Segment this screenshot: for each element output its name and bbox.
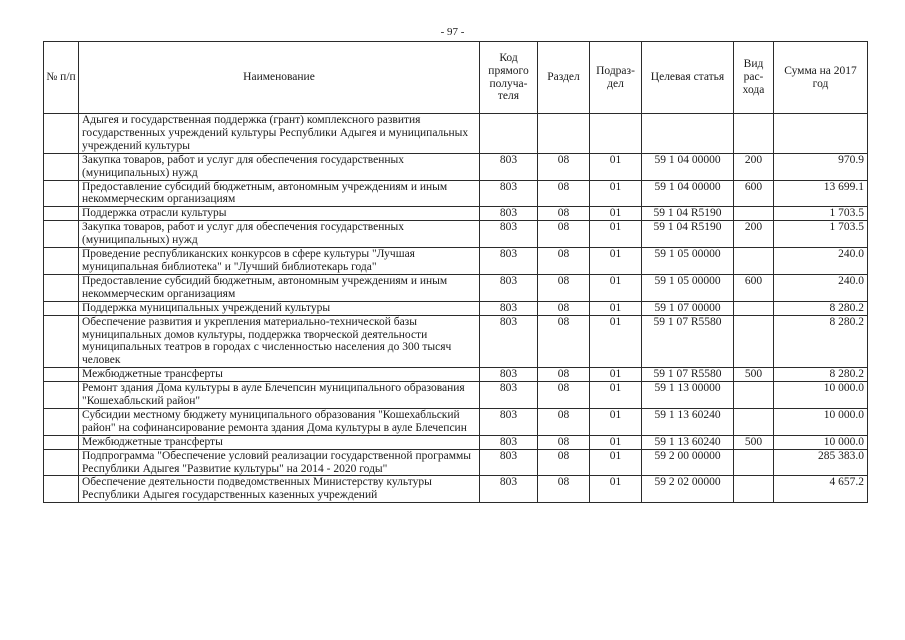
row-name: Обеспечение деятельности подведомственных Министерству культуры Республики Адыгея государственных казенных учреждений <box>79 476 480 503</box>
row-recipient-code: 803 <box>480 315 538 368</box>
row-section: 08 <box>538 180 590 207</box>
row-sum: 970.9 <box>774 153 868 180</box>
row-sum: 240.0 <box>774 248 868 275</box>
row-sum: 285 383.0 <box>774 449 868 476</box>
row-expense-type: 500 <box>734 368 774 382</box>
row-recipient-code: 803 <box>480 301 538 315</box>
row-section: 08 <box>538 382 590 409</box>
row-subsection: 01 <box>590 315 642 368</box>
row-name: Межбюджетные трансферты <box>79 368 480 382</box>
row-sum: 1 703.5 <box>774 221 868 248</box>
row-target-article: 59 1 05 00000 <box>642 274 734 301</box>
row-target-article: 59 2 00 00000 <box>642 449 734 476</box>
row-number <box>44 449 79 476</box>
row-name: Проведение республиканских конкурсов в сфере культуры "Лучшая муниципальная библиотека" и "Лучший библиотекарь года" <box>79 248 480 275</box>
row-target-article: 59 1 04 R5190 <box>642 207 734 221</box>
row-sum: 8 280.2 <box>774 368 868 382</box>
table-row <box>44 221 868 248</box>
table-row <box>44 408 868 435</box>
row-name: Субсидии местному бюджету муниципального образования "Кошехабльский район" на софинансирование ремонта здания Дома культуры в ауле Блечепсин <box>79 408 480 435</box>
row-recipient-code: 803 <box>480 382 538 409</box>
row-expense-type: 600 <box>734 180 774 207</box>
row-number <box>44 274 79 301</box>
row-section: 08 <box>538 368 590 382</box>
row-recipient-code: 803 <box>480 435 538 449</box>
row-recipient-code <box>480 114 538 154</box>
header-recipient-code: Код прямого получа-теля <box>480 42 538 114</box>
row-expense-type <box>734 207 774 221</box>
row-subsection: 01 <box>590 476 642 503</box>
row-subsection: 01 <box>590 368 642 382</box>
row-name: Адыгея и государственная поддержка (грант) комплексного развития государственных учреждений культуры Республики Адыгея и муниципальных учреждений культуры <box>79 114 480 154</box>
row-section: 08 <box>538 153 590 180</box>
row-recipient-code: 803 <box>480 207 538 221</box>
row-target-article: 59 1 07 00000 <box>642 301 734 315</box>
row-target-article: 59 1 07 R5580 <box>642 368 734 382</box>
row-target-article: 59 1 04 00000 <box>642 153 734 180</box>
row-target-article: 59 2 02 00000 <box>642 476 734 503</box>
row-name: Обеспечение развития и укрепления материально-технической базы муниципальных домов культуры, поддержка творческой деятельности муниципальных театров в городах с численностью населения до 300 тысяч человек <box>79 315 480 368</box>
row-expense-type <box>734 301 774 315</box>
row-sum: 13 699.1 <box>774 180 868 207</box>
header-name: Наименование <box>79 42 480 114</box>
table-header <box>44 42 868 114</box>
row-section: 08 <box>538 408 590 435</box>
row-number <box>44 368 79 382</box>
row-name: Подпрограмма "Обеспечение условий реализации государственной программы Республики Адыгея "Развитие культуры" на 2014 - 2020 годы" <box>79 449 480 476</box>
row-recipient-code: 803 <box>480 274 538 301</box>
row-number <box>44 408 79 435</box>
table-row <box>44 368 868 382</box>
row-number <box>44 315 79 368</box>
row-subsection: 01 <box>590 274 642 301</box>
row-sum: 8 280.2 <box>774 315 868 368</box>
row-target-article: 59 1 13 60240 <box>642 408 734 435</box>
row-expense-type <box>734 382 774 409</box>
row-name: Ремонт здания Дома культуры в ауле Блечепсин муниципального образования "Кошехабльский район" <box>79 382 480 409</box>
header-sum: Сумма на 2017 год <box>774 42 868 114</box>
row-section: 08 <box>538 315 590 368</box>
row-section: 08 <box>538 449 590 476</box>
table-body <box>44 114 868 503</box>
row-section: 08 <box>538 435 590 449</box>
row-expense-type <box>734 248 774 275</box>
row-recipient-code: 803 <box>480 408 538 435</box>
table-row <box>44 114 868 154</box>
row-sum: 8 280.2 <box>774 301 868 315</box>
header-subsection: Подраз-дел <box>590 42 642 114</box>
table-row <box>44 248 868 275</box>
page-number: - 97 - <box>440 26 465 38</box>
header-expense-type: Вид рас-хода <box>734 42 774 114</box>
row-subsection: 01 <box>590 382 642 409</box>
row-subsection: 01 <box>590 449 642 476</box>
row-expense-type: 200 <box>734 221 774 248</box>
row-number <box>44 301 79 315</box>
row-number <box>44 153 79 180</box>
row-expense-type <box>734 476 774 503</box>
row-expense-type: 200 <box>734 153 774 180</box>
row-subsection: 01 <box>590 221 642 248</box>
row-expense-type <box>734 408 774 435</box>
row-target-article <box>642 114 734 154</box>
row-recipient-code: 803 <box>480 248 538 275</box>
row-subsection: 01 <box>590 207 642 221</box>
row-number <box>44 435 79 449</box>
table-row <box>44 301 868 315</box>
row-subsection: 01 <box>590 180 642 207</box>
row-sum: 4 657.2 <box>774 476 868 503</box>
table-row <box>44 382 868 409</box>
row-sum: 10 000.0 <box>774 408 868 435</box>
row-target-article: 59 1 13 00000 <box>642 382 734 409</box>
row-target-article: 59 1 07 R5580 <box>642 315 734 368</box>
row-number <box>44 114 79 154</box>
row-expense-type: 500 <box>734 435 774 449</box>
row-name: Предоставление субсидий бюджетным, автономным учреждениям и иным некоммерческим организациям <box>79 274 480 301</box>
row-sum <box>774 114 868 154</box>
budget-table <box>43 41 868 503</box>
row-target-article: 59 1 04 R5190 <box>642 221 734 248</box>
row-target-article: 59 1 05 00000 <box>642 248 734 275</box>
header-target-article: Целевая статья <box>642 42 734 114</box>
row-subsection: 01 <box>590 408 642 435</box>
row-name: Межбюджетные трансферты <box>79 435 480 449</box>
row-recipient-code: 803 <box>480 368 538 382</box>
row-sum: 1 703.5 <box>774 207 868 221</box>
table-row <box>44 435 868 449</box>
row-expense-type <box>734 315 774 368</box>
row-target-article: 59 1 04 00000 <box>642 180 734 207</box>
row-name: Закупка товаров, работ и услуг для обеспечения государственных (муниципальных) нужд <box>79 221 480 248</box>
row-section <box>538 114 590 154</box>
row-expense-type <box>734 449 774 476</box>
row-recipient-code: 803 <box>480 449 538 476</box>
row-section: 08 <box>538 248 590 275</box>
row-recipient-code: 803 <box>480 221 538 248</box>
row-recipient-code: 803 <box>480 180 538 207</box>
row-subsection: 01 <box>590 301 642 315</box>
table-row <box>44 153 868 180</box>
row-section: 08 <box>538 221 590 248</box>
row-subsection: 01 <box>590 153 642 180</box>
row-subsection: 01 <box>590 435 642 449</box>
table-row <box>44 180 868 207</box>
table-row <box>44 315 868 368</box>
row-number <box>44 221 79 248</box>
row-name: Предоставление субсидий бюджетным, автономным учреждениям и иным некоммерческим организациям <box>79 180 480 207</box>
row-target-article: 59 1 13 60240 <box>642 435 734 449</box>
row-expense-type <box>734 114 774 154</box>
header-num: № п/п <box>44 42 79 114</box>
row-name: Поддержка отрасли культуры <box>79 207 480 221</box>
row-number <box>44 180 79 207</box>
row-number <box>44 207 79 221</box>
row-sum: 10 000.0 <box>774 435 868 449</box>
row-recipient-code: 803 <box>480 476 538 503</box>
row-number <box>44 248 79 275</box>
table-row <box>44 274 868 301</box>
row-subsection: 01 <box>590 248 642 275</box>
row-section: 08 <box>538 476 590 503</box>
row-name: Закупка товаров, работ и услуг для обеспечения государственных (муниципальных) нужд <box>79 153 480 180</box>
table-row <box>44 449 868 476</box>
table-row <box>44 207 868 221</box>
row-name: Поддержка муниципальных учреждений культуры <box>79 301 480 315</box>
row-section: 08 <box>538 301 590 315</box>
row-number <box>44 476 79 503</box>
header-section: Раздел <box>538 42 590 114</box>
row-expense-type: 600 <box>734 274 774 301</box>
row-number <box>44 382 79 409</box>
row-sum: 10 000.0 <box>774 382 868 409</box>
row-sum: 240.0 <box>774 274 868 301</box>
row-recipient-code: 803 <box>480 153 538 180</box>
row-section: 08 <box>538 274 590 301</box>
row-subsection <box>590 114 642 154</box>
table-row <box>44 476 868 503</box>
row-section: 08 <box>538 207 590 221</box>
